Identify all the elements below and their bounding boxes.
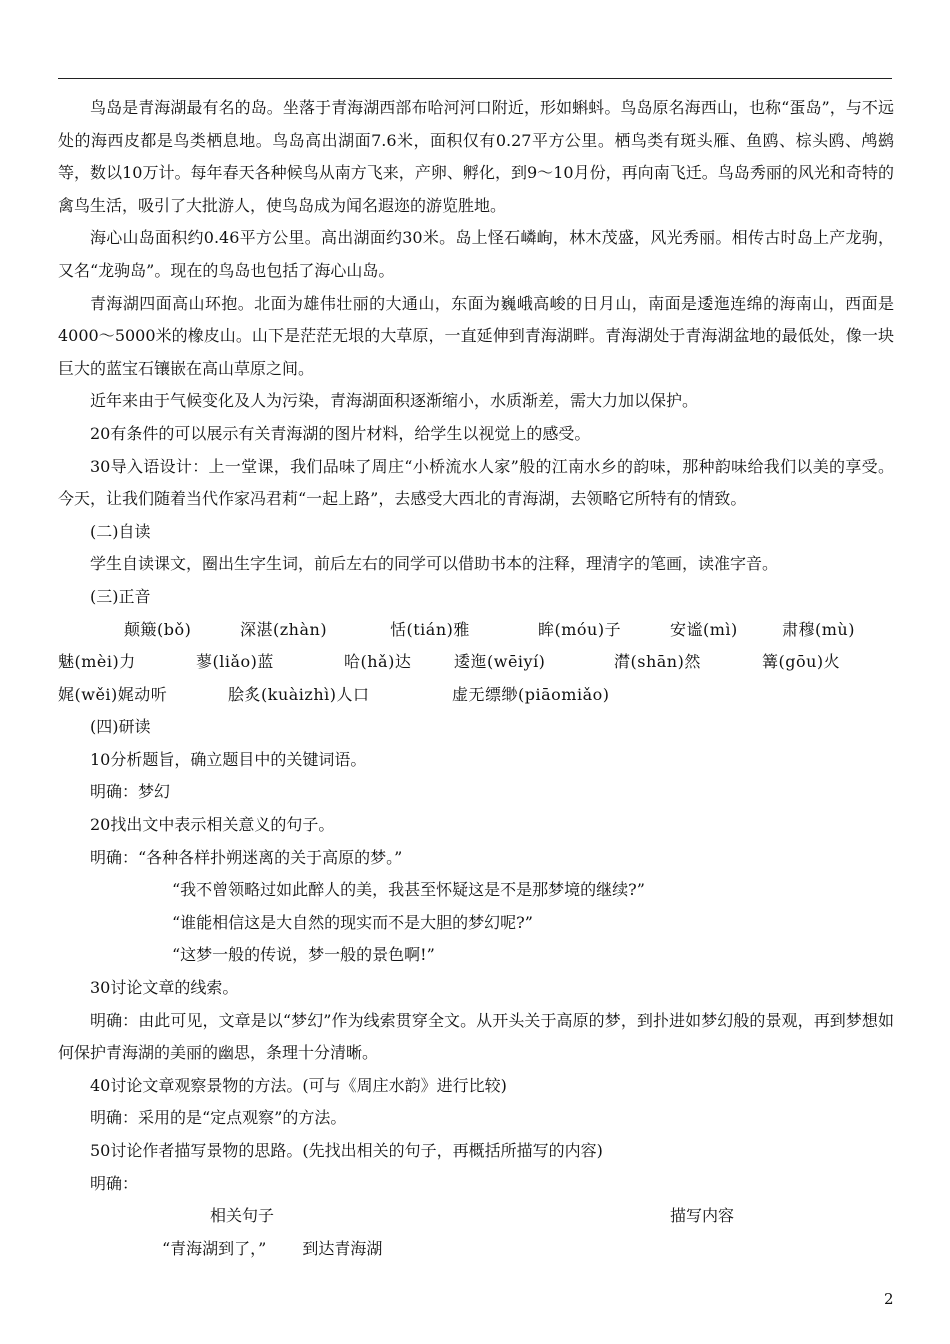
yandu-answer-40: 明确：采用的是“定点观察”的方法。 — [90, 1108, 347, 1128]
pinyin-word: 虚无缥缈(piāomiǎo) — [452, 684, 610, 704]
pinyin-word: 蓼(liǎo)蓝 — [196, 652, 274, 672]
quote-line: “谁能相信这是大自然的现实而不是大胆的梦幻呢?” — [172, 912, 533, 932]
sentence-table-header — [58, 1200, 894, 1233]
pinyin-word: 肃穆(mù) — [782, 619, 855, 639]
pinyin-word: 逶迤(wēiyí) — [454, 652, 546, 672]
yandu-item-50: 50讨论作者描写景物的思路。(先找出相关的句子，再概括所描写的内容) — [90, 1141, 603, 1160]
pinyin-row-2 — [58, 646, 894, 679]
pinyin-word: 脍炙(kuàizhì)人口 — [228, 684, 370, 704]
paragraph-protection: 近年来由于气候变化及人为污染，青海湖面积逐渐缩小，水质渐差，需大力加以保护。 — [90, 391, 699, 411]
pinyin-word: 眸(móu)子 — [538, 619, 622, 639]
paragraph-zidu: 学生自读课文，圈出生字生词，前后左右的同学可以借助书本的注释，理清字的笔画，读准字音。 — [90, 554, 779, 574]
paragraph-haixinshan: 海心山岛面积约0.46平方公里。高出湖面约30米。岛上怪石嶙峋，林木茂盛，风光秀丽。相传古时岛上产龙驹，又名“龙驹岛”。现在的鸟岛也包括了海心山岛。 — [58, 228, 894, 280]
page-number: 2 — [884, 1290, 894, 1308]
pinyin-word: 哈(hǎ)达 — [344, 652, 412, 672]
yandu-item-30: 30讨论文章的线索。 — [90, 978, 239, 998]
table-cell-sentence: “青海湖到了，” — [162, 1238, 267, 1258]
pinyin-word: 潸(shān)然 — [614, 652, 701, 672]
pinyin-word: 颠簸(bǒ) — [124, 619, 192, 639]
yandu-answer-30: 明确：由此可见，文章是以“梦幻”作为线索贯穿全文。从开头关于高原的梦，到扑进如梦幻般的景观，再到梦想如何保护青海湖的美丽的幽思，条理十分清晰。 — [58, 1010, 894, 1063]
pinyin-row-1 — [58, 614, 894, 647]
pinyin-word: 恬(tián)雅 — [390, 619, 470, 639]
quote-line: “这梦一般的传说，梦一般的景色啊!” — [172, 945, 435, 965]
section-heading-yandu: (四)研读 — [90, 717, 151, 737]
pinyin-word: 深湛(zhàn) — [240, 619, 328, 639]
header-rule — [58, 78, 892, 79]
yandu-item-20: 20找出文中表示相关意义的句子。 — [90, 815, 335, 835]
pinyin-row-3 — [58, 679, 894, 712]
pinyin-word: 安谧(mì) — [670, 619, 738, 639]
document-body — [58, 92, 894, 1265]
table-header-sentence: 相关句子 — [210, 1206, 275, 1226]
paragraph-mountains: 青海湖四面高山环抱。北面为雄伟壮丽的大通山，东面为巍峨高峻的日月山，南面是逶迤连绵的海南山，西面是4000～5000米的橡皮山。山下是茫茫无垠的大草原，一直延伸到青海湖畔。青海湖处于青海湖盆地的最低处，像一块巨大的蓝宝石镶嵌在高山草原之间。 — [58, 293, 894, 378]
yandu-answer-20: 明确：“各种各样扑朔迷离的关于高原的梦。” — [90, 847, 403, 867]
quote-line: “我不曾领略过如此醉人的美，我甚至怀疑这是不是那梦境的继续?” — [172, 880, 645, 900]
table-row — [58, 1233, 894, 1266]
yandu-item-40: 40讨论文章观察景物的方法。(可与《周庄水韵》进行比较) — [90, 1075, 507, 1095]
table-cell-content: 到达青海湖 — [302, 1238, 383, 1258]
yandu-item-10: 10分析题旨，确立题目中的关键词语。 — [90, 749, 367, 769]
paragraph-pictures: 20有条件的可以展示有关青海湖的图片材料，给学生以视觉上的感受。 — [90, 423, 591, 443]
section-heading-zhengyin: (三)正音 — [90, 586, 151, 606]
pinyin-word: 魅(mèi)力 — [58, 652, 136, 672]
table-header-content: 描写内容 — [670, 1206, 735, 1226]
yandu-answer-10: 明确：梦幻 — [90, 782, 171, 802]
pinyin-word: 娓(wěi)娓动听 — [58, 684, 168, 704]
paragraph-bird-island: 鸟岛是青海湖最有名的岛。坐落于青海湖西部布哈河河口附近，形如蝌蚪。鸟岛原名海西山，也称“蛋岛”，与不远处的海西皮都是鸟类栖息地。鸟岛高出湖面7.6米，面积仅有0.27平方公里。栖鸟类有斑头雁、鱼鸥、棕头鸥、鸬鹚等，数以10万计。每年春天各种候鸟从南方飞来，产卵、孵化，到9～10月份，再向南飞迁。鸟岛秀丽的风光和奇特的禽鸟生活，吸引了大批游人，使鸟岛成为闻名遐迩的游览胜地。 — [58, 98, 894, 215]
pinyin-word: 篝(gōu)火 — [762, 652, 841, 672]
paragraph-intro-design: 30导入语设计：上一堂课，我们品味了周庄“小桥流水人家”般的江南水乡的韵味，那种韵味给我们以美的享受。今天，让我们随着当代作家冯君莉“一起上路”，去感受大西北的青海湖，去领略它所特有的情致。 — [58, 456, 894, 509]
section-heading-zidu: (二)自读 — [90, 521, 151, 541]
yandu-answer-50: 明确： — [90, 1173, 139, 1193]
